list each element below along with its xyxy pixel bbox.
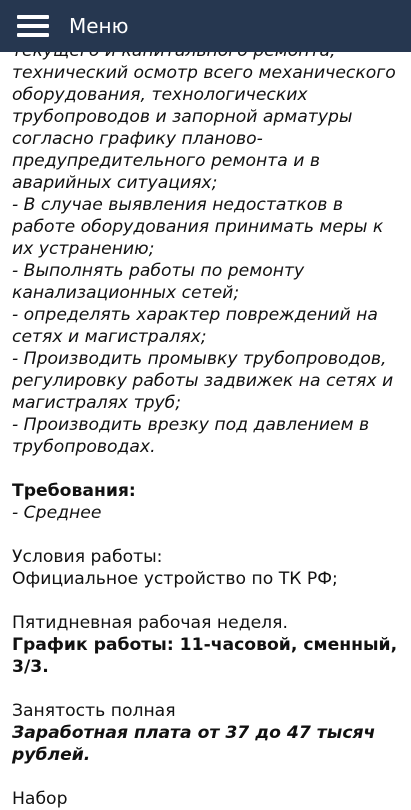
job-description <box>12 40 404 810</box>
requirements-value: - Среднее <box>12 503 102 523</box>
top-app-bar <box>0 0 411 52</box>
duty-item: - определять характер повреждений на сетях и магистралях; <box>12 305 378 347</box>
spacer <box>12 524 404 546</box>
employment-text: Занятость полная <box>12 701 176 721</box>
duty-item: - Производить промывку трубопроводов, регулировку работы задвижек на сетях и магистралях труб; <box>12 349 394 413</box>
menu-label[interactable]: Меню <box>69 14 129 38</box>
duty-item: - Производить врезку под давлением в трубопроводах. <box>12 415 370 457</box>
hamburger-menu-icon[interactable] <box>17 15 49 37</box>
duty-item: технический осмотр всего механического оборудования, технологических трубопроводов и запорной арматуры согласно графику планово-предупредительного ремонта и в аварийных ситуациях; <box>12 63 396 193</box>
duty-item: - В случае выявления недостатков в работе оборудования принимать меры к их устранению; <box>12 195 384 259</box>
schedule-text: График работы: 11-часовой, сменный, 3/3. <box>12 635 398 677</box>
salary-text: Заработная плата от 37 до 47 тысяч рублей. <box>12 723 376 765</box>
cut-off-text: Набор <box>12 789 68 809</box>
spacer <box>12 590 404 612</box>
duty-item: - Выполнять работы по ремонту канализационных сетей; <box>12 261 305 303</box>
workweek-text: Пятидневная рабочая неделя. <box>12 613 288 633</box>
requirements-heading: Требования: <box>12 481 136 501</box>
spacer <box>12 458 404 480</box>
conditions-heading: Условия работы: <box>12 547 163 567</box>
spacer <box>12 678 404 700</box>
conditions-value: Официальное устройство по ТК РФ; <box>12 569 338 589</box>
spacer <box>12 766 404 788</box>
